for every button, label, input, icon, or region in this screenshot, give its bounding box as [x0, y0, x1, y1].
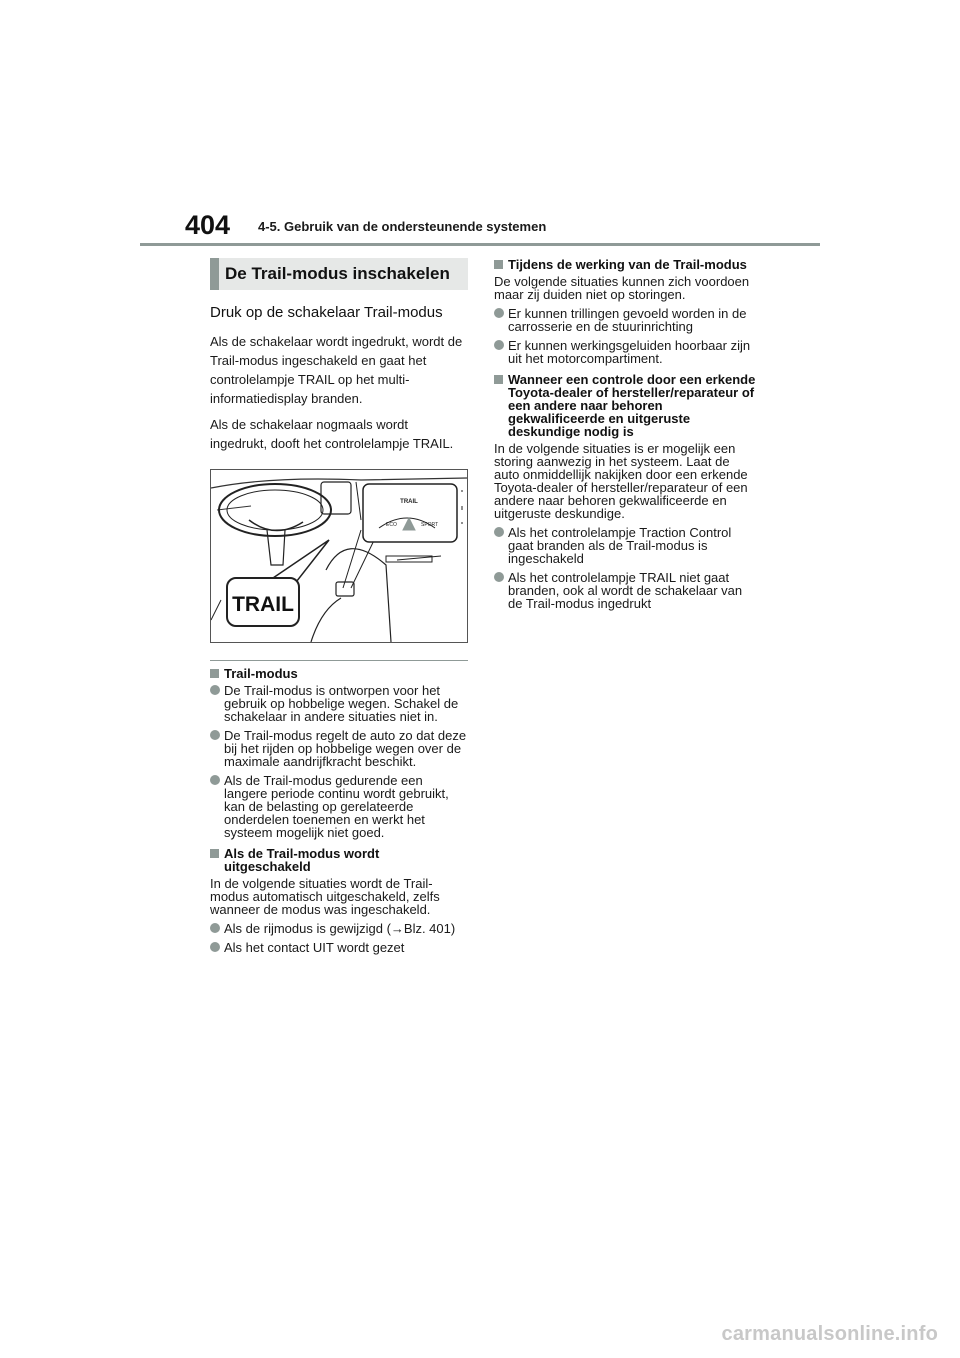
- square-bullet-icon: [494, 260, 503, 269]
- left-column: [210, 258, 468, 960]
- bullet-dot-icon: [494, 527, 504, 537]
- bullet-text: Als het controlelampje Traction Control gaat branden als de Trail-modus is ingeschakeld: [508, 525, 732, 566]
- watermark: carmanualsonline.info: [721, 1323, 938, 1345]
- bullet-dot-icon: [210, 685, 220, 695]
- sport-label: SPORT: [421, 522, 439, 528]
- square-bullet-icon: [210, 669, 219, 678]
- section-title: De Trail-modus inschakelen: [225, 264, 450, 283]
- bullet-text: Als het contact UIT wordt gezet: [224, 940, 405, 955]
- action-instruction: Druk op de schakelaar Trail-modus: [210, 304, 443, 321]
- paragraph: De volgende situaties kunnen zich voordoen maar zij duiden niet op storingen.: [494, 274, 750, 302]
- bullet-item: [210, 774, 468, 839]
- bullet-text: Als de Trail-modus gedurende een langere periode continu wordt gebruikt, kan de belasting op gerelateerde onderdelen toenemen en werkt het systeem mogelijk niet goed.: [224, 773, 449, 840]
- subheading-trail-modus: [210, 667, 468, 680]
- bullet-item: [210, 922, 468, 935]
- subheading-text: Als de Trail-modus wordt uitgeschakeld: [224, 846, 380, 874]
- dashboard-illustration: [210, 469, 468, 643]
- page-reference-link[interactable]: Als de rijmodus is gewijzigd (→Blz. 401): [224, 921, 456, 936]
- callout-line-1: [343, 530, 361, 588]
- subheading-text: Wanneer een controle door een erkende Toyota-dealer of hersteller/reparateur of een andere naar behoren gekwalificeerde en uitgeruste deskundige nodig is: [508, 372, 756, 439]
- subheading-werking: [494, 258, 756, 271]
- paragraph: In de volgende situaties wordt de Trail-modus automatisch uitgeschakeld, zelfs wanneer de modus was ingeschakeld.: [210, 876, 440, 917]
- subheading-text: Trail-modus: [224, 666, 298, 681]
- bullet-text: De Trail-modus regelt de auto zo dat deze bij het rijden op hobbelige wegen over de maximale aandrijfkracht beschikt.: [224, 728, 467, 769]
- bullet-dot-icon: [210, 942, 220, 952]
- bullet-item: [494, 339, 756, 365]
- bullet-dot-icon: [210, 775, 220, 785]
- bullet-dot-icon: [494, 308, 504, 318]
- indicator-label: TRAIL: [400, 499, 418, 505]
- bullet-item: [210, 729, 468, 768]
- door-line: [211, 600, 221, 620]
- dash-seam: [356, 482, 361, 520]
- subheading-controle: [494, 373, 756, 438]
- bullet-dot-icon: [494, 572, 504, 582]
- bullet-text: Er kunnen trillingen gevoeld worden in de carrosserie en de stuurinrichting: [508, 306, 747, 334]
- dash-line: [217, 506, 251, 510]
- bullet-item: [494, 571, 756, 610]
- bullet-item: [494, 526, 756, 565]
- subheading-uitgeschakeld: [210, 847, 468, 873]
- intro-paragraph-1: Als de schakelaar wordt ingedrukt, wordt de Trail-modus ingeschakeld en gaat het controlelampje TRAIL op het multi-informatiedisplay branden.: [210, 334, 463, 406]
- subheading-text: Tijdens de werking van de Trail-modus: [508, 257, 747, 272]
- paragraph: In de volgende situaties is er mogelijk een storing aanwezig in het systeem. Laat de auto onmiddellijk nakijken door een erkende Toyota-dealer of hersteller/reparateur of een andere naar behoren gekwalificeerde en uitgeruste deskundige.: [494, 441, 748, 521]
- bullet-item: [210, 684, 468, 723]
- page-number: 404: [185, 210, 231, 240]
- square-bullet-icon: [210, 849, 219, 858]
- square-bullet-icon: [494, 375, 503, 384]
- bullet-item: [494, 307, 756, 333]
- bullet-dot-icon: [494, 340, 504, 350]
- bullet-dot-icon: [210, 730, 220, 740]
- steering-wheel-rim: [219, 484, 331, 536]
- header-divider: [140, 243, 820, 246]
- bullet-text: Er kunnen werkingsgeluiden hoorbaar zijn uit het motorcompartiment.: [508, 338, 751, 366]
- eco-label: ECO: [386, 522, 397, 528]
- dashboard-drawing: [211, 470, 467, 642]
- bullet-text: Als het controlelampje TRAIL niet gaat branden, ook al wordt de schakelaar van de Trail-modus ingedrukt: [508, 570, 743, 611]
- right-column: [494, 258, 756, 616]
- figure-divider: [210, 660, 468, 661]
- trail-switch-location: [336, 582, 354, 596]
- trail-button-label: TRAIL: [232, 593, 294, 616]
- bullet-text: De Trail-modus is ontworpen voor het gebruik op hobbelige wegen. Schakel de schakelaar in andere situaties niet in.: [224, 683, 459, 724]
- intro-paragraph-2: Als de schakelaar nogmaals wordt ingedrukt, dooft het controlelampje TRAIL.: [210, 417, 454, 451]
- console-left: [311, 598, 341, 642]
- bullet-dot-icon: [210, 923, 220, 933]
- steering-wheel-inner: [227, 490, 323, 530]
- section-title-banner: [210, 258, 468, 290]
- dash-line-right: [397, 556, 441, 560]
- bullet-item: [210, 941, 468, 954]
- indicator-callout: [363, 484, 457, 542]
- chapter-title: 4-5. Gebruik van de ondersteunende systemen: [258, 219, 547, 234]
